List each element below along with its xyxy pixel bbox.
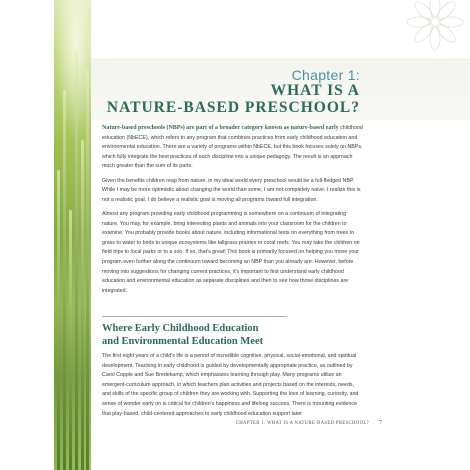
grass-photo-strip xyxy=(54,0,91,470)
section-body-text xyxy=(102,352,364,424)
section-divider xyxy=(102,316,287,317)
paragraph-3: Almost any program providing early childhood programming is somewhere on a continuum of integrating nature. You may, for example, bring interesting plants and animals into your classroom for the children to examine. You probably provide books about nature, including informational texts on everything from trees to grass to water to birds to unique ecosystems like tallgrass prairies or coral reefs. You may take the children on field trips to local parks or to a zoo. If so, that's great! This book is primarily focused on helping you move your program even further along the continuum toward becoming an NBP than you already are. However, before moving into suggestions for changing current practices, it's important to first understand early childhood education and environmental education as separate disciplines and then to see how those disciplines are integrated. xyxy=(102,210,360,294)
page-footer xyxy=(102,416,382,430)
paragraph-intro-rest: childhood education (NbECE), which refers to any program that combines practices from early childhood education and environmental education. There are a variety of programs within NbECE, but this book focuses solely on NBPs, which fully integrate the best practices of each discipline into a unique pedagogy. The result is an approach much greater than the sum of its parts. xyxy=(102,125,363,170)
section-heading-line-1: Where Early Childhood Education xyxy=(102,323,259,334)
lead-in-text: Nature-based preschools (NBPs) are part of a broader category known as nature-based early xyxy=(102,125,339,131)
section-heading xyxy=(102,322,364,348)
chapter-title-line-2: NATURE-BASED PRESCHOOL? xyxy=(106,99,360,116)
section-paragraph-1: The first eight years of a child's life is a period of incredible cognitive, physical, social-emotional, and spiritual development. Teaching in early childhood is guided by developmentally appropriate practice, as outlined by Carol Copple and Sue Bredekamp, which emphasizes learning through play. Many programs utilize an emergent-curriculum approach, in which teachers plan activities and projects based on the interests, needs, and skills of the specific group of children they are working with. Supporting the love of learning, curiosity, and sense of wonder early on is critical for children's happiness and lifelong success. There is mounting evidence that play-based, child-centered approaches to early childhood education support later xyxy=(102,353,359,417)
section-heading-line-2: and Environmental Education Meet xyxy=(102,336,264,347)
chapter-title-line-1: WHAT IS A xyxy=(270,82,360,99)
body-text xyxy=(102,124,364,301)
chapter-label: Chapter 1: xyxy=(291,67,360,83)
running-head: CHAPTER 1: WHAT IS A NATURE-BASED PRESCHOOL? xyxy=(235,420,369,426)
page-number: 7 xyxy=(379,420,382,426)
paragraph-2: Given the benefits children reap from nature, in my ideal world every preschool would be a full-fledged NBP. While I may be more optimistic about changing the world than some, I am not completely naive. I realize this is not a realistic goal. I do believe a realistic goal is moving all programs toward full integration. xyxy=(102,177,361,203)
paragraph-intro xyxy=(102,124,364,172)
